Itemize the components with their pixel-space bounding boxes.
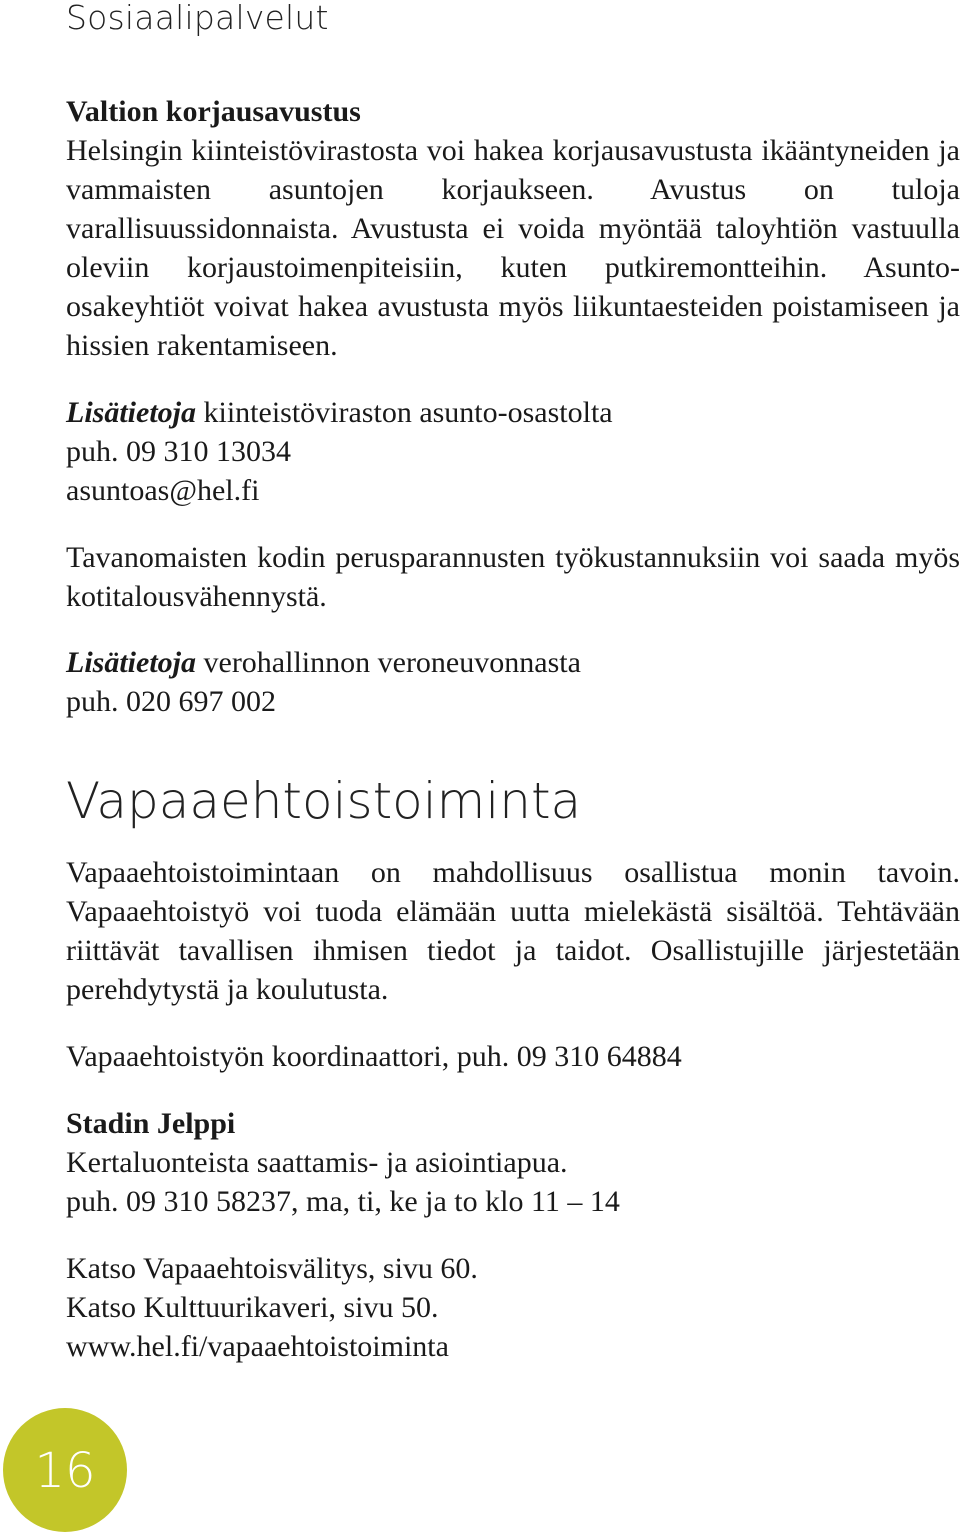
ref-vapaaehtoisvalitys: Katso Vapaaehtoisvälitys, sivu 60. [66, 1252, 478, 1285]
ref-url: www.hel.fi/vapaaehtoistoiminta [66, 1330, 449, 1363]
valtion-phone: puh. 09 310 13034 [66, 435, 291, 468]
vapaaehtois-coordinator: Vapaaehtoistyön koordinaattori, puh. 09 310 64884 [66, 1040, 682, 1073]
vapaaehtoistoiminta-section [66, 771, 960, 1076]
kotitalous-info-text: verohallinnon veroneuvonnasta [196, 646, 581, 679]
valtion-korjausavustus-section [66, 92, 960, 510]
kotitalous-section [66, 538, 960, 721]
ref-kulttuurikaveri: Katso Kulttuurikaveri, sivu 50. [66, 1291, 439, 1324]
references-section [66, 1249, 960, 1366]
vapaaehtois-heading: Vapaaehtoistoiminta [66, 772, 582, 830]
jelppi-phone: puh. 09 310 58237, ma, ti, ke ja to klo 11 – 14 [66, 1185, 620, 1218]
valtion-info-text: kiinteistöviraston asunto-osastolta [196, 396, 613, 429]
valtion-body: Helsingin kiinteistövirastosta voi hakea korjausavustusta ikääntyneiden ja vammaisten asuntojen korjaukseen. Avustus on tuloja varallisuussidonnaista. Avustusta ei voida myöntää taloyhtiön vastuulla oleviin korjaustoimenpiteisiin, kuten putkiremontteihin. Asunto-osakeyhtiöt voivat hakea avustusta myös liikuntaesteiden poistamiseen ja hissien rakentamiseen. [66, 134, 960, 362]
page-number: 16 [34, 1443, 96, 1499]
section-title: Sosiaalipalvelut [66, 0, 329, 37]
kotitalous-info-lead: Lisätietoja [66, 646, 196, 679]
kotitalous-phone: puh. 020 697 002 [66, 685, 276, 718]
valtion-email: asuntoas@hel.fi [66, 474, 260, 507]
valtion-info-lead: Lisätietoja [66, 396, 196, 429]
vapaaehtois-body: Vapaaehtoistoimintaan on mahdollisuus osallistua monin tavoin. Vapaaehtoistyö voi tuoda elämään uutta mielekästä sisältöä. Tehtävään riittävät tavallisen ihmisen tiedot ja taidot. Osallistujille järjestetään perehdytystä ja koulutusta. [66, 856, 960, 1006]
page-number-badge [3, 1408, 127, 1532]
jelppi-title: Stadin Jelppi [66, 1107, 236, 1140]
page-content [66, 92, 960, 1366]
stadin-jelppi-section [66, 1104, 960, 1221]
valtion-info-line [66, 393, 960, 432]
valtion-title: Valtion korjausavustus [66, 95, 361, 128]
kotitalous-info-line [66, 643, 960, 682]
jelppi-desc: Kertaluonteista saattamis- ja asiointiapua. [66, 1146, 568, 1179]
kotitalous-body: Tavanomaisten kodin perusparannusten työkustannuksiin voi saada myös kotitalousvähennystä. [66, 541, 960, 613]
